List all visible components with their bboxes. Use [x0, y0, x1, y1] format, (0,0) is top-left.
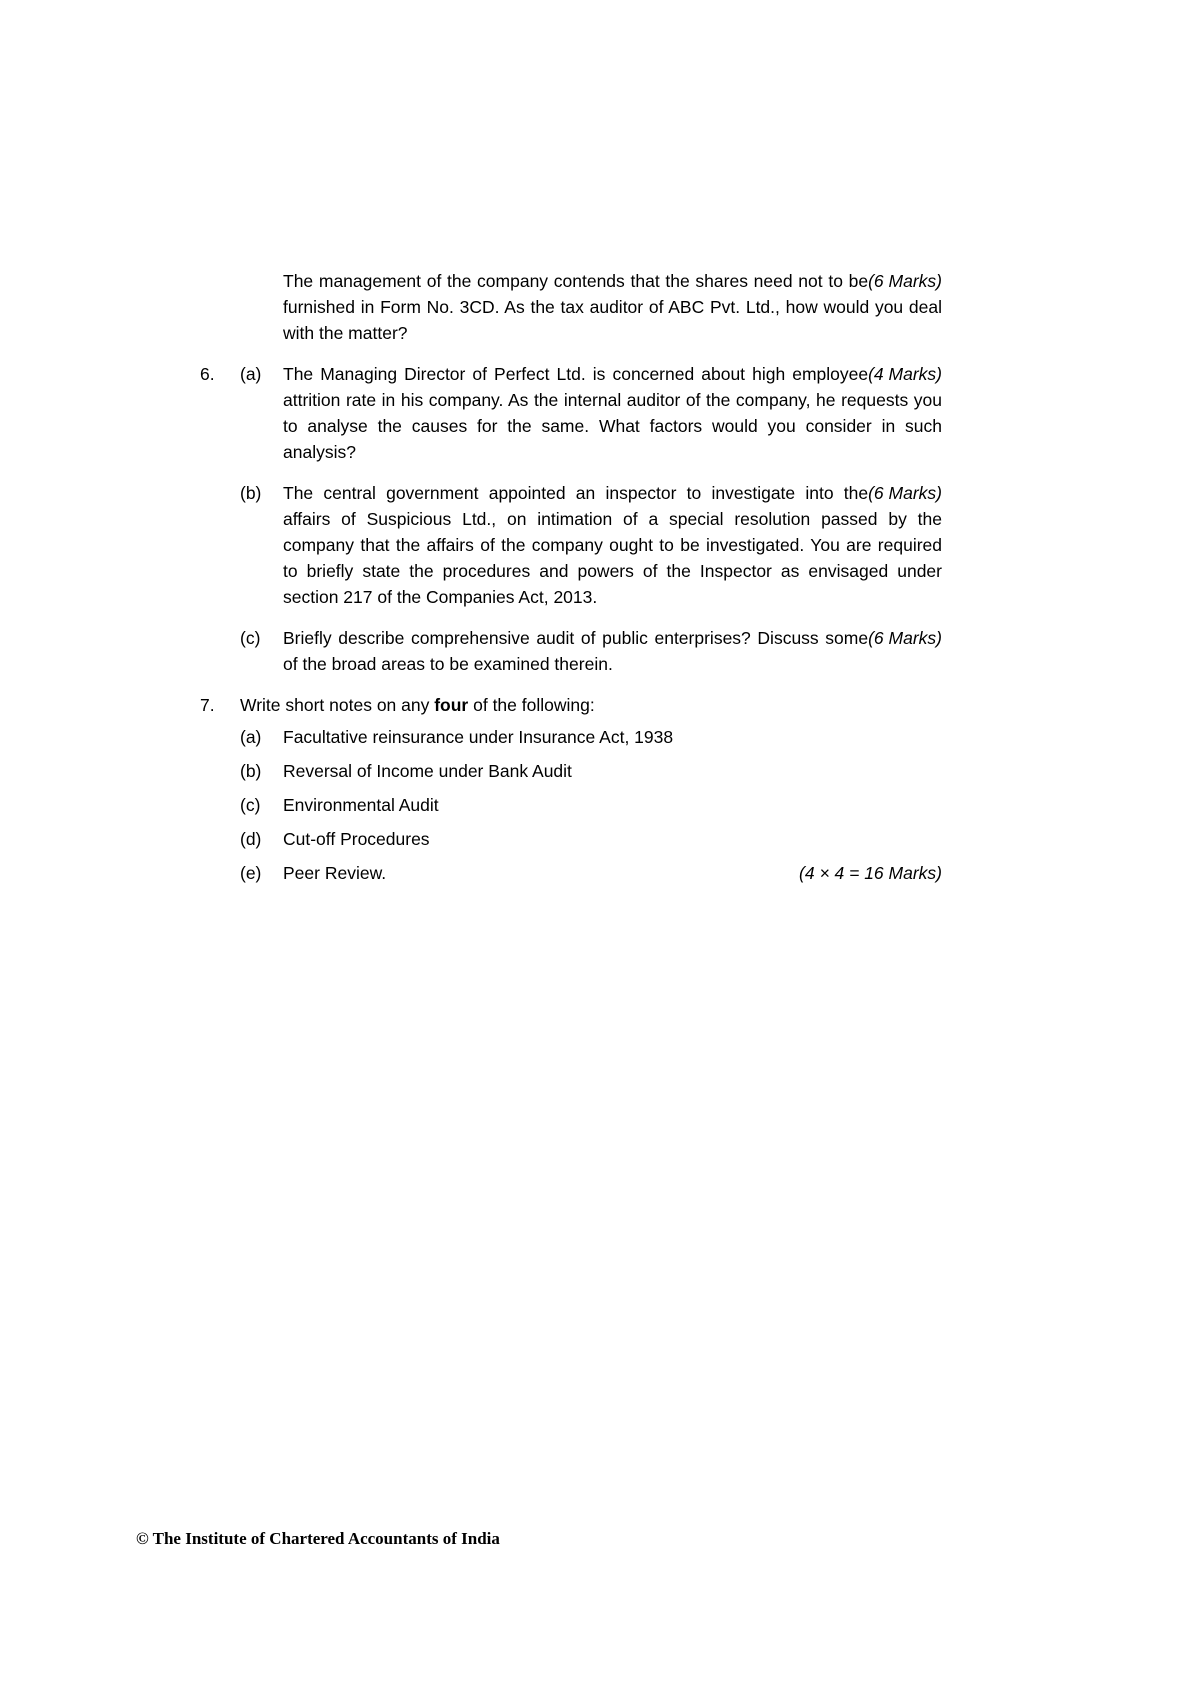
- question-7b-item: [200, 758, 942, 784]
- item-text: Environmental Audit: [283, 795, 439, 815]
- question-7a-item: [200, 724, 942, 750]
- page-content: [200, 268, 942, 894]
- question-7e-label: (e): [240, 863, 262, 883]
- intro-prefix: Write short notes on any: [240, 695, 435, 715]
- question-7c-item: [200, 792, 942, 818]
- question-7d-text: [283, 826, 942, 852]
- question-text: The management of the company contends that the shares need not to be furnished in Form No. 3CD. As the tax auditor of ABC Pvt. Ltd., how would you deal with the matter?: [283, 271, 942, 343]
- question-7a-text: [283, 724, 942, 750]
- question-6-number: 6.: [200, 364, 215, 384]
- question-7-intro: [240, 692, 942, 718]
- question-7c-label: (c): [240, 795, 261, 815]
- copyright-footer: © The Institute of Chartered Accountants of India: [136, 1529, 500, 1548]
- marks-label: (6 Marks): [868, 628, 942, 648]
- question-text: Briefly describe comprehensive audit of public enterprises? Discuss some of the broad areas to be examined therein.: [283, 628, 869, 674]
- question-7c-text: [283, 792, 942, 818]
- question-6a-paragraph: [283, 361, 942, 465]
- question-6a-label: (a): [240, 364, 262, 384]
- question-7d-label: (d): [240, 829, 262, 849]
- marks-label: (4 Marks): [868, 364, 942, 384]
- question-6b-label: (b): [240, 483, 262, 503]
- item-text: Peer Review.: [283, 863, 387, 883]
- question-continuation-block: [200, 268, 942, 346]
- intro-bold-word: four: [434, 695, 469, 715]
- question-7e-text: [283, 860, 942, 886]
- question-7b-text: [283, 758, 942, 784]
- question-continuation-paragraph: [283, 268, 942, 346]
- marks-label: (4 × 4 = 16 Marks): [799, 863, 942, 883]
- question-7-number: 7.: [200, 695, 215, 715]
- question-6b-block: [200, 480, 942, 610]
- question-6b-paragraph: [283, 480, 942, 610]
- question-6c-paragraph: [283, 625, 942, 677]
- question-7-intro-block: [200, 692, 942, 718]
- question-7-items: [200, 724, 942, 886]
- question-text: The central government appointed an inspector to investigate into the affairs of Suspicious Ltd., on intimation of a special resolution passed by the company that the affairs of the company ought to be investigated. You are required to briefly state the procedures and powers of the Inspector as envisaged under section 217 of the Companies Act, 2013.: [283, 483, 942, 607]
- question-6a-block: [200, 361, 942, 465]
- question-7a-label: (a): [240, 727, 262, 747]
- item-text: Cut-off Procedures: [283, 829, 430, 849]
- question-7b-label: (b): [240, 761, 262, 781]
- question-text: The Managing Director of Perfect Ltd. is concerned about high employee attrition rate in his company. As the internal auditor of the company, he requests you to analyse the causes for the same. What factors would you consider in such analysis?: [283, 364, 942, 462]
- marks-label: (6 Marks): [868, 483, 942, 503]
- item-text: Facultative reinsurance under Insurance Act, 1938: [283, 727, 674, 747]
- question-6c-label: (c): [240, 628, 261, 648]
- intro-suffix: of the following:: [468, 695, 595, 715]
- question-7e-item: [200, 860, 942, 886]
- marks-label: (6 Marks): [868, 271, 942, 291]
- question-6c-block: [200, 625, 942, 677]
- question-7d-item: [200, 826, 942, 852]
- item-text: Reversal of Income under Bank Audit: [283, 761, 572, 781]
